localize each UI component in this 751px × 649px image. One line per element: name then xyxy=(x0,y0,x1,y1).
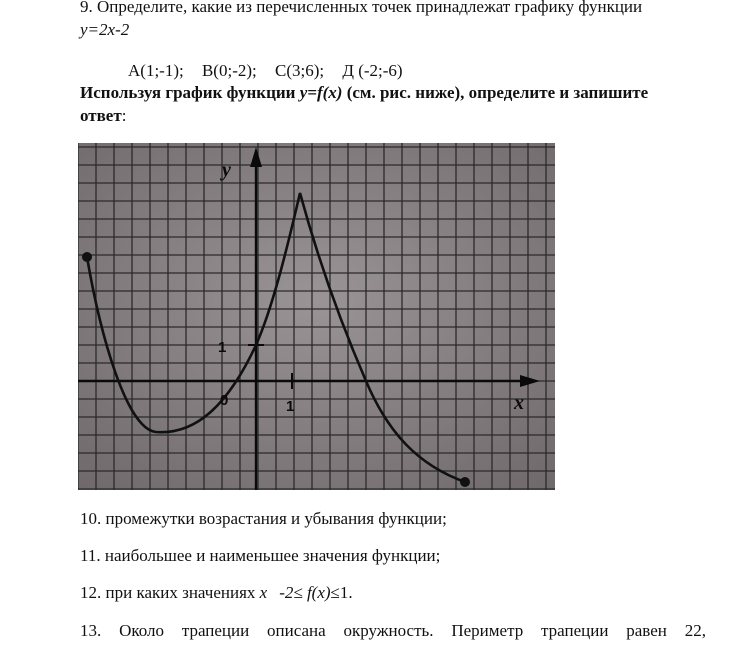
option-b: B(0;-2); xyxy=(201,61,257,80)
function-graph-figure xyxy=(78,143,555,490)
instruction-line-2 xyxy=(80,106,126,126)
q13-word: Около xyxy=(119,621,164,640)
option-c: C(3;6); xyxy=(275,61,325,80)
q13-word: окружность. xyxy=(343,621,434,640)
x-unit-label: 1 xyxy=(286,398,295,415)
instruction-func: y=f(x) xyxy=(299,83,343,102)
instruction-line-1 xyxy=(80,83,648,103)
q12-func: f(x) xyxy=(306,583,331,602)
q12-ineq1: -2≤ xyxy=(279,583,307,602)
question-13 xyxy=(80,621,706,641)
q12-prefix: 12. при каких значениях xyxy=(80,583,260,602)
instruction-part2: (см. рис. ниже), определите и запишите xyxy=(342,83,649,102)
q13-word: 22, xyxy=(684,621,706,640)
q13-word: равен xyxy=(626,621,667,640)
q12-ineq2: ≤1. xyxy=(330,583,353,602)
option-a: A(1;-1); xyxy=(128,61,184,80)
option-d: Д (-2;-6) xyxy=(342,61,403,80)
question-10: 10. промежутки возрастания и убывания функции; xyxy=(80,509,447,528)
x-axis-label: x xyxy=(514,392,524,414)
q12-var: x xyxy=(259,583,268,602)
instruction-colon: : xyxy=(121,106,127,125)
q13-word: трапеции xyxy=(181,621,250,640)
question-9-formula: y=2x-2 xyxy=(80,20,130,39)
question-9-options xyxy=(128,61,417,81)
q13-word: 13. xyxy=(80,621,102,640)
question-9-text: 9. Определите, какие из перечисленных точек принадлежат графику функции xyxy=(80,0,643,16)
curve-start-point xyxy=(82,252,92,262)
instruction-part1: Используя график функции xyxy=(80,83,300,102)
y-unit-label: 1 xyxy=(218,339,227,356)
y-axis-label: y xyxy=(222,159,231,181)
question-12 xyxy=(80,583,353,603)
q13-word: трапеции xyxy=(541,621,609,640)
q13-word: описана xyxy=(267,621,326,640)
q13-word: Периметр xyxy=(451,621,524,640)
question-11: 11. наибольшее и наименьшее значения функции; xyxy=(80,546,441,565)
instruction-part3: ответ xyxy=(80,106,122,125)
curve-end-point xyxy=(460,477,470,487)
origin-label: 0 xyxy=(220,392,229,409)
